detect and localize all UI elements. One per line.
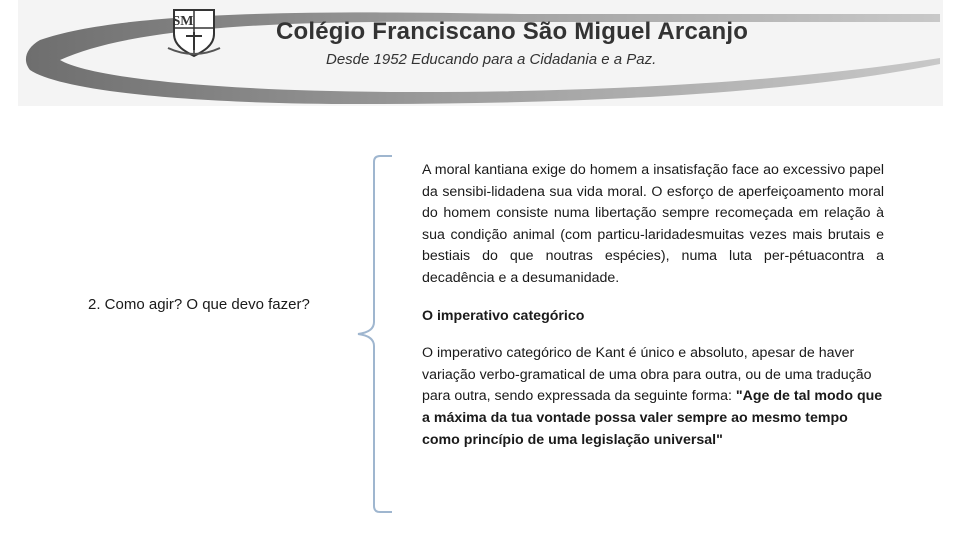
svg-text:SM: SM: [172, 14, 194, 29]
school-motto: Desde 1952 Educando para a Cidadania e a Paz.: [326, 51, 657, 68]
section-heading: O imperativo categórico: [422, 307, 585, 324]
question-label: 2. Como agir? O que devo fazer?: [88, 296, 310, 313]
kant-moral-paragraph: A moral kantiana exige do homem a insatisfação face ao excessivo papel da sensibi-lidadena sua vida moral. O esforço de aperfeiçoamento moral do homem consiste numa libertação sempre recomeçada em relação à sua condição animal (com particu-laridadesmuitas vezes mais brutais e bestiais do que noutras espécies), numa luta per-pétuacontra a decadência e a desumanidade.: [422, 162, 884, 286]
school-name: Colégio Franciscano São Miguel Arcanjo: [276, 18, 749, 45]
crest-icon: [166, 6, 222, 58]
imperative-paragraph: [422, 343, 884, 451]
imperative-text: O imperativo categórico de Kant é único e absoluto, apesar de haver variação verbo-gramatical de uma obra para outra, ou de uma tradução para outra, sendo expressada da seguinte forma:: [422, 345, 872, 405]
school-logo: [166, 6, 222, 58]
imperative-quote: "Age de tal modo que a máxima da tua vontade possa valer sempre ao mesmo tempo como princípio de uma legislação universal": [422, 388, 883, 448]
content-block: [422, 160, 884, 451]
header-banner: [0, 0, 960, 110]
curly-brace: [354, 154, 394, 516]
